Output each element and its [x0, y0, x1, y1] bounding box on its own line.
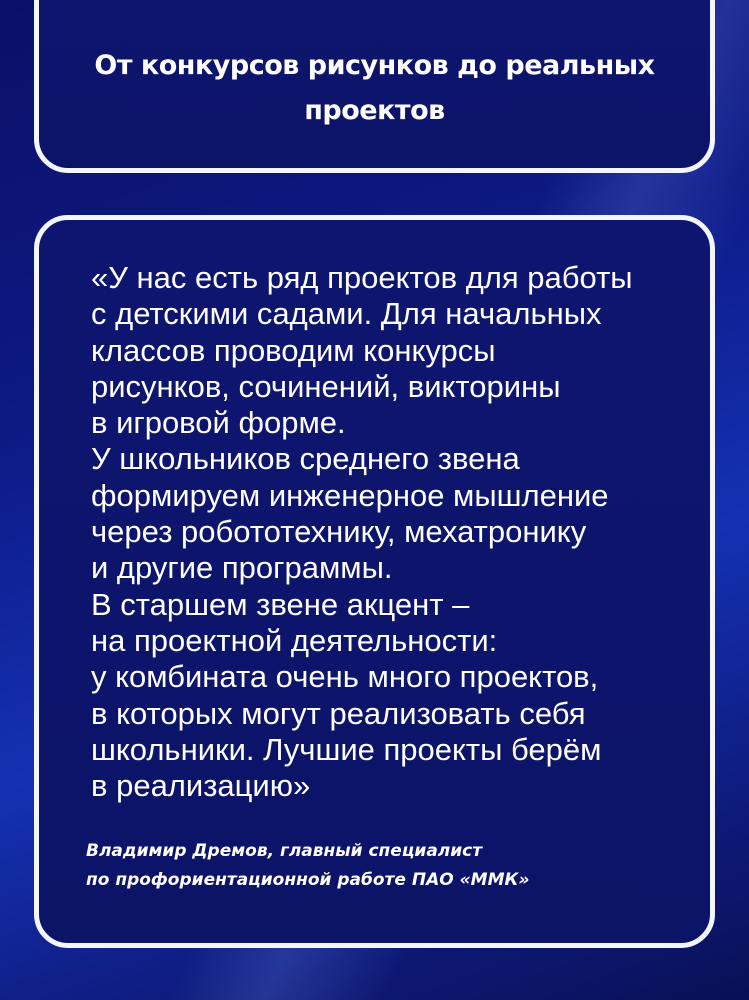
- page-title: От конкурсов рисунков до реальных проектов: [94, 50, 655, 126]
- quote-card: [34, 215, 715, 948]
- quote-author: Владимир Дремов, главный специалист по профориентационной работе ПАО «ММК»: [86, 841, 530, 890]
- quote-text: «У нас есть ряд проектов для работы с детскими садами. Для начальных классов проводим конкурсы рисунков, сочинений, викторины в игровой форме. У школьников среднего звена формируем инженерное мышление через робототехнику, мехатронику и другие программы. В старшем звене акцент – на проектной деятельности: у комбината очень много проектов, в которых могут реализовать себя школьники. Лучшие проекты берём в реализацию»: [91, 260, 633, 804]
- title-card: [34, 0, 715, 173]
